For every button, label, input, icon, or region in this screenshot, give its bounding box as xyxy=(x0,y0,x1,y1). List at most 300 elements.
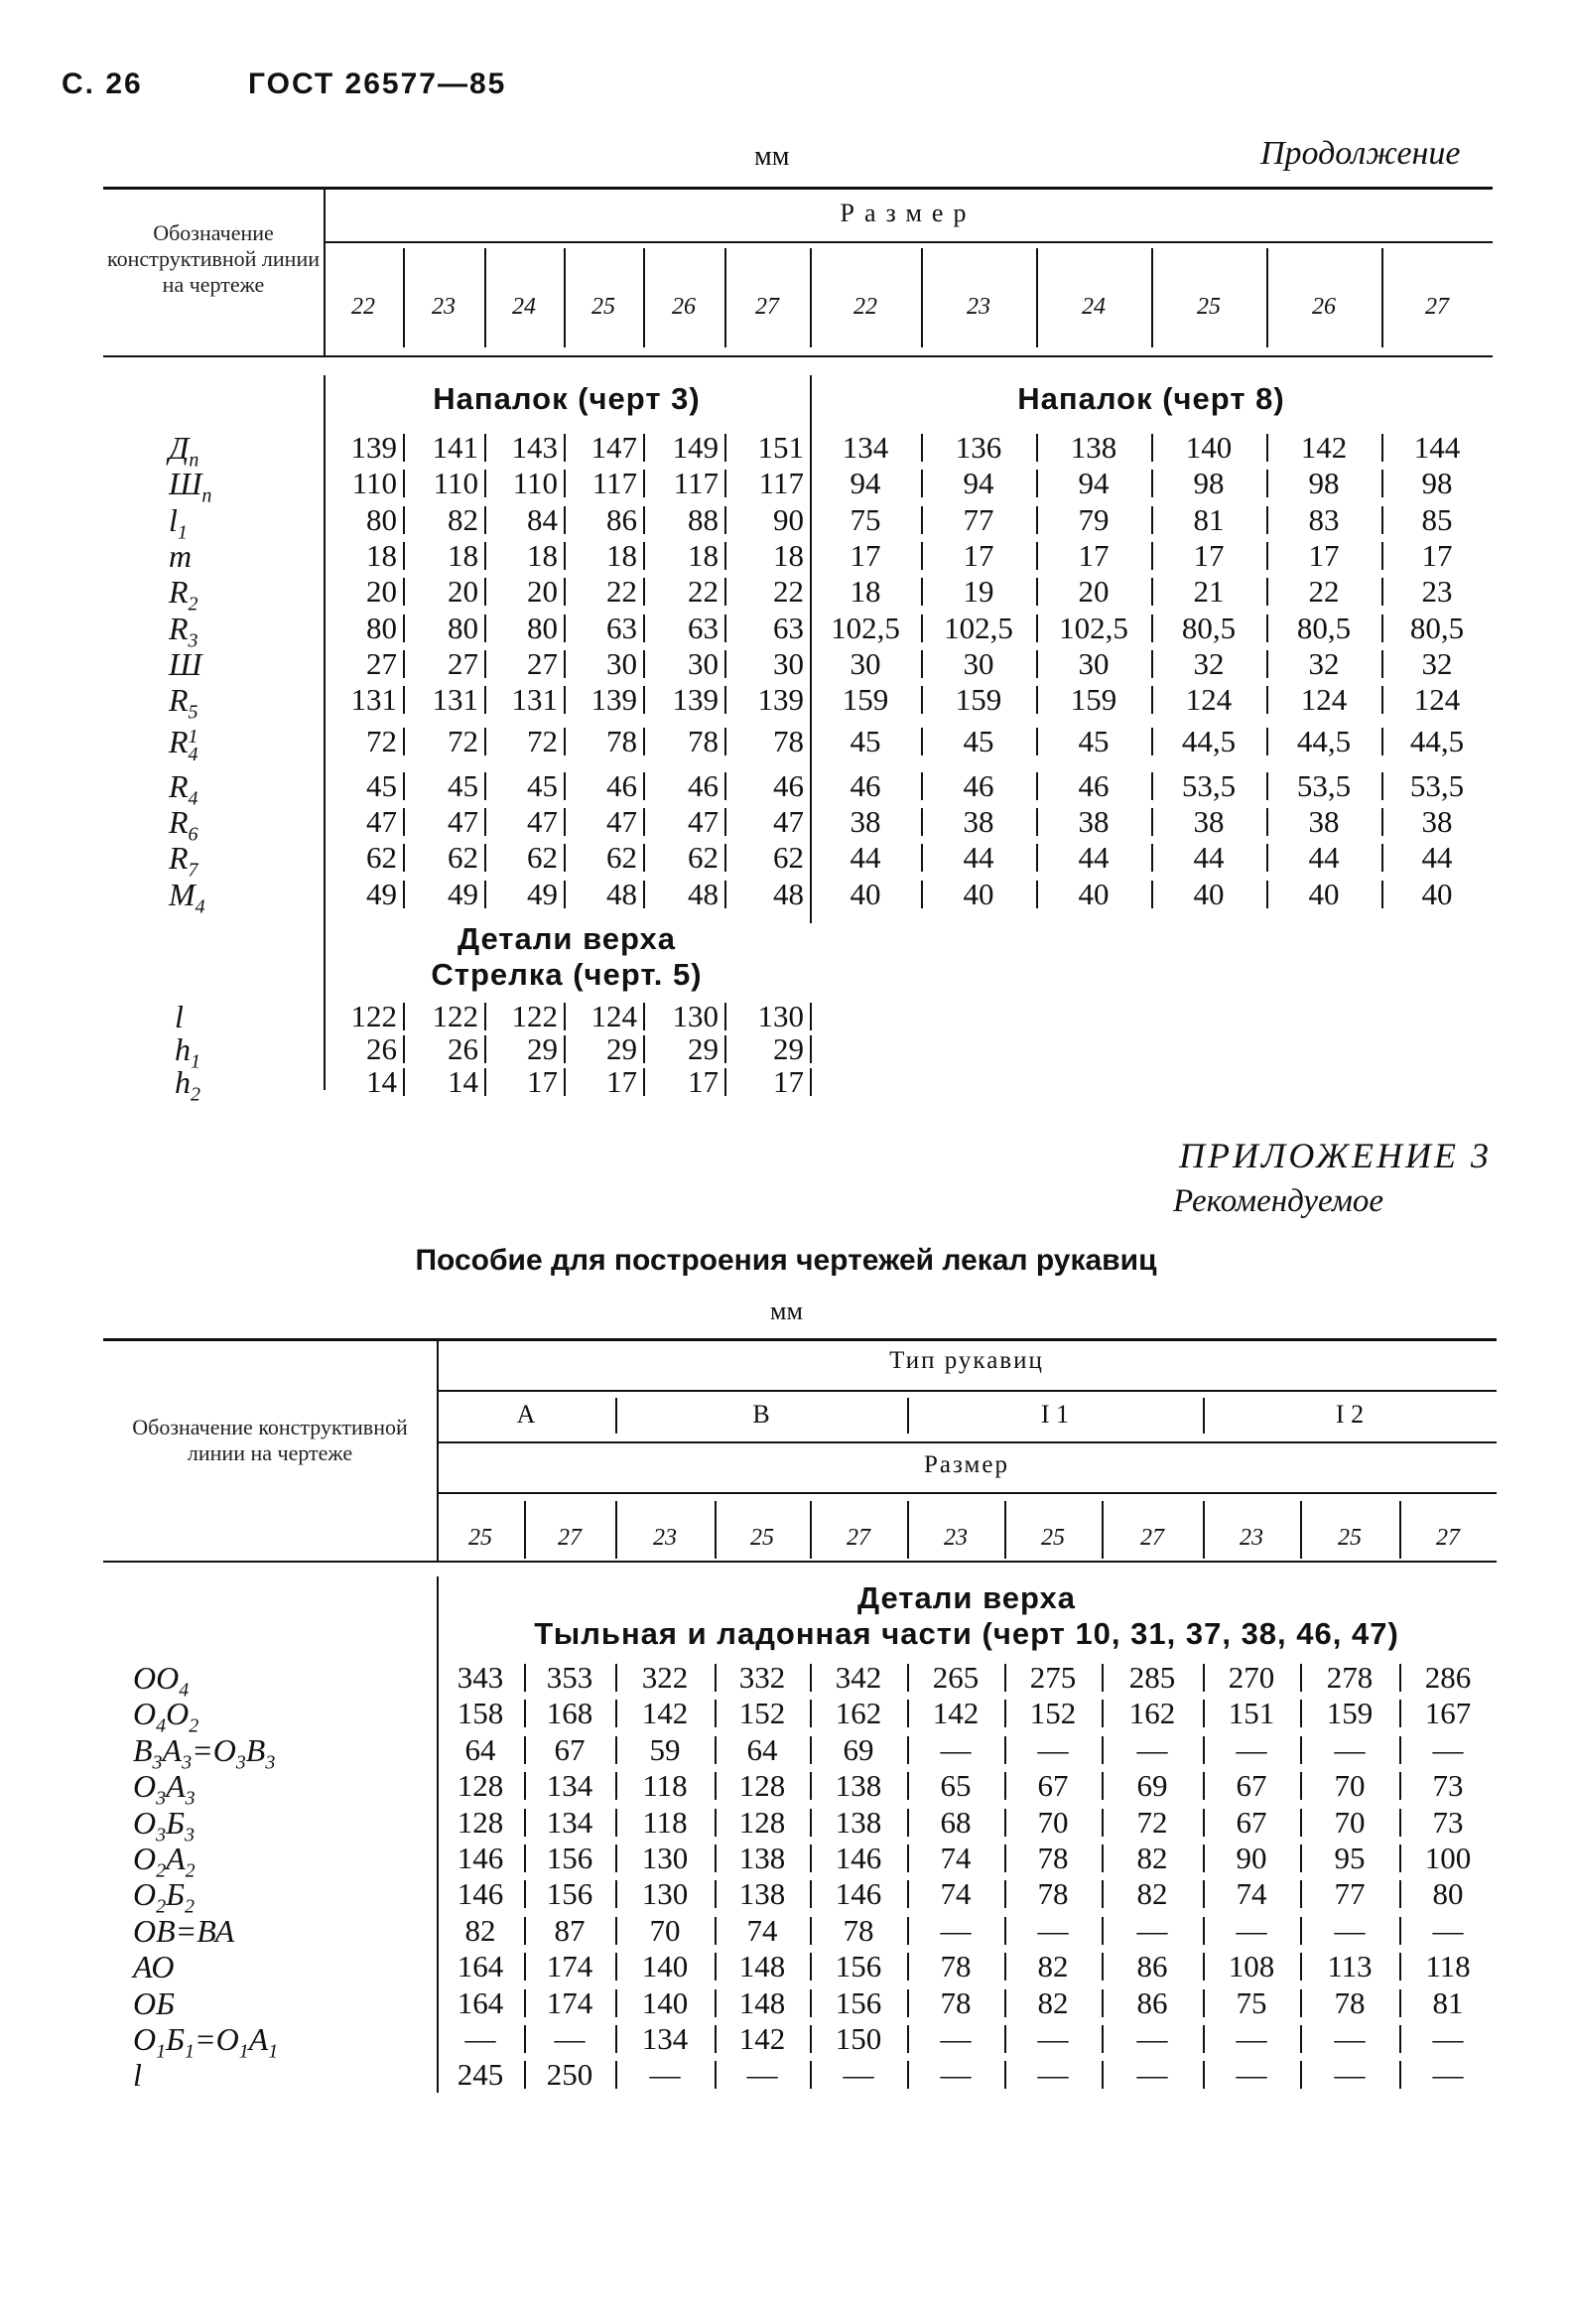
table2-cell: 134 xyxy=(546,1768,593,1804)
table1-cell: 18 xyxy=(366,537,397,573)
table2-size-header: Размер xyxy=(924,1451,1009,1478)
table1-cell: 63 xyxy=(688,610,719,645)
table1-cell: 46 xyxy=(1078,767,1110,803)
table2-cell: 158 xyxy=(457,1696,504,1731)
table2-cell: 146 xyxy=(835,1876,882,1912)
table2-cell: — xyxy=(940,2057,972,2093)
table2-row-label: l xyxy=(133,2057,142,2094)
table1-cell: 124 xyxy=(1413,682,1461,718)
table1-cell: 17 xyxy=(850,537,881,573)
table2-cell: — xyxy=(554,2021,586,2056)
table2-cell: 322 xyxy=(641,1660,689,1695)
table1-cell: 98 xyxy=(1421,466,1453,501)
table2-cell: 270 xyxy=(1228,1660,1275,1695)
table1-cell: 83 xyxy=(1308,501,1340,537)
table2-cell: 74 xyxy=(1236,1876,1267,1912)
table2-cell: 70 xyxy=(1037,1804,1069,1840)
table2-cell: 64 xyxy=(464,1731,496,1767)
table1-cell: 80 xyxy=(366,501,397,537)
table1-cell: 44,5 xyxy=(1296,724,1352,759)
table1-col-header: Обозначение конструктивной линии на чертеже xyxy=(107,220,320,297)
table1-cell: 32 xyxy=(1421,645,1453,681)
table2-cell: 87 xyxy=(554,1912,586,1948)
table1-cell: 19 xyxy=(963,574,994,610)
table1-cell: 17 xyxy=(688,1064,719,1099)
table2-cell: 168 xyxy=(546,1696,593,1731)
table2-size-label: 23 xyxy=(653,1525,677,1551)
table2-type-label: А xyxy=(516,1400,536,1429)
table2-size-label: 23 xyxy=(1240,1525,1263,1551)
table1-cell: 90 xyxy=(773,501,804,537)
table2-cell: 59 xyxy=(649,1731,681,1767)
table2-cell: 128 xyxy=(457,1804,504,1840)
table2-row-label: $О_3А_3$ xyxy=(133,1768,196,1810)
table2-cell: 138 xyxy=(738,1841,786,1875)
table1-cell: 117 xyxy=(591,466,637,501)
table2-size-header-rule xyxy=(437,1441,1497,1443)
table1-cell: 98 xyxy=(1193,466,1225,501)
table2-cell: — xyxy=(1236,2057,1267,2093)
table2-type-label: В xyxy=(752,1400,770,1429)
table2-cell: — xyxy=(1236,1912,1267,1948)
table2-cell: 148 xyxy=(738,1984,786,2020)
table2-cell: 74 xyxy=(746,1912,778,1948)
table2-cell: 73 xyxy=(1432,1768,1464,1804)
table2-cell: 138 xyxy=(835,1804,882,1840)
table1-cell: 40 xyxy=(1078,876,1110,911)
table1-cell: 45 xyxy=(527,767,558,803)
table1-cell: 80 xyxy=(448,610,478,645)
table1-cell: 40 xyxy=(850,876,881,911)
table1-cell: 48 xyxy=(773,876,804,911)
table2-cell: 118 xyxy=(642,1804,688,1840)
table1-cell: 138 xyxy=(1070,430,1117,465)
table1-cell: 38 xyxy=(850,804,881,839)
table2-cell: 142 xyxy=(932,1696,980,1731)
table1-cell: 124 xyxy=(590,999,637,1033)
table2-size-label: 25 xyxy=(750,1525,774,1551)
table2-cell: 285 xyxy=(1128,1660,1176,1695)
table2-cell: 332 xyxy=(738,1660,786,1695)
table1-cell: 62 xyxy=(527,840,558,876)
table1-cell: 151 xyxy=(757,430,804,465)
table1-cell: 80,5 xyxy=(1409,610,1465,645)
table1-cell: 44 xyxy=(850,840,881,876)
table1-cell: 38 xyxy=(1193,804,1225,839)
table1-cell: 53,5 xyxy=(1409,767,1465,803)
table2-cell: — xyxy=(1334,2021,1366,2056)
table2-cell: 134 xyxy=(641,2021,689,2056)
table2-cell: 142 xyxy=(641,1696,689,1731)
table2-cell: 146 xyxy=(457,1841,504,1875)
table2-cell: 78 xyxy=(940,1984,972,2020)
table1-cell: 44 xyxy=(1193,840,1225,876)
table2-row-label: $О_3Б_3$ xyxy=(133,1804,195,1846)
table2-cell: 140 xyxy=(641,1949,689,1984)
table2-type-rule xyxy=(437,1390,1497,1392)
table2-cell: 67 xyxy=(1236,1768,1267,1804)
table1-cell: 40 xyxy=(1308,876,1340,911)
page-number: С. 26 xyxy=(62,68,143,100)
table1-cell-divider xyxy=(810,1035,812,1063)
table1-cell: 94 xyxy=(1078,466,1110,501)
table2-cell: 75 xyxy=(1236,1984,1267,2020)
table2-cell: 69 xyxy=(843,1731,874,1767)
table1-cell: 46 xyxy=(773,767,804,803)
table2-cell: 245 xyxy=(457,2057,504,2093)
table1-cell: 78 xyxy=(606,724,637,759)
table1-cell: 142 xyxy=(1300,430,1348,465)
table1-size-rule xyxy=(324,241,1493,243)
table1-cell-divider xyxy=(810,1003,812,1030)
table1-cell: 88 xyxy=(688,501,719,537)
table2-cell: — xyxy=(1334,1731,1366,1767)
table2-unit: мм xyxy=(770,1297,803,1325)
table1-cell: 17 xyxy=(527,1064,558,1099)
table1-cell: 17 xyxy=(1308,537,1340,573)
table2-header-rule xyxy=(103,1561,1497,1563)
table1-top-rule xyxy=(103,187,1493,190)
table1-cell: 134 xyxy=(842,430,889,465)
table1-cell: 79 xyxy=(1078,501,1110,537)
table1-cell: 30 xyxy=(850,645,881,681)
table1-row-label: m xyxy=(169,537,193,574)
table1-size-label: 25 xyxy=(591,294,615,320)
table1-row-label: $R_2$ xyxy=(169,574,198,615)
table1-cell: 38 xyxy=(1308,804,1340,839)
table1-cell: 102,5 xyxy=(1059,610,1128,645)
table2-cell: 148 xyxy=(738,1949,786,1984)
table2-cell: — xyxy=(1432,1731,1464,1767)
table1-row-label: $M_4$ xyxy=(169,876,205,917)
table1-cell-divider xyxy=(810,1068,812,1096)
table1-cell: 29 xyxy=(527,1031,558,1066)
table1-cell: 48 xyxy=(606,876,637,911)
table1-cell: 20 xyxy=(366,574,397,610)
table1-cell: 49 xyxy=(366,876,397,911)
appendix-title: ПРИЛОЖЕНИЕ 3 xyxy=(1179,1136,1492,1175)
table1-cell: 159 xyxy=(842,682,889,718)
table1-detail-row-label: l xyxy=(175,999,184,1034)
table1-cell: 102,5 xyxy=(944,610,1013,645)
table1-row-label: $R_4$ xyxy=(169,767,198,810)
table1-size-label: 26 xyxy=(1312,294,1336,320)
table1-cell: 45 xyxy=(850,724,881,759)
table2-size-label: 27 xyxy=(1436,1525,1460,1551)
table2-cell: 77 xyxy=(1334,1876,1366,1912)
table1-size-label: 23 xyxy=(432,294,456,320)
table2-size-label: 27 xyxy=(847,1525,870,1551)
table1-cell: 139 xyxy=(350,430,397,465)
table2-cell: 73 xyxy=(1432,1804,1464,1840)
table2-section-1: Детали верха xyxy=(857,1580,1076,1615)
table1-cell: 85 xyxy=(1421,501,1453,537)
table1-cell: 62 xyxy=(688,840,719,876)
table1-cell: 26 xyxy=(448,1031,478,1066)
table1-section-c1: Детали верха xyxy=(458,921,676,956)
table1-cell: 22 xyxy=(1308,574,1340,610)
table1-cell: 20 xyxy=(448,574,478,610)
table2-cell: 70 xyxy=(1334,1768,1366,1804)
table1-cell: 130 xyxy=(672,999,719,1033)
table2-cell: 146 xyxy=(457,1876,504,1912)
table1-cell: 110 xyxy=(351,466,397,501)
table1-cell: 102,5 xyxy=(831,610,900,645)
table2-cell: 70 xyxy=(649,1912,681,1948)
table1-cell: 38 xyxy=(963,804,994,839)
table2-cell: — xyxy=(1334,1912,1366,1948)
table2-row-label: $О_2А_2$ xyxy=(133,1841,196,1882)
table2-cell: 156 xyxy=(835,1949,882,1984)
table1-cell: 53,5 xyxy=(1181,767,1237,803)
table2-cell: 78 xyxy=(1037,1876,1069,1912)
table1-cell: 53,5 xyxy=(1296,767,1352,803)
table2-cell: — xyxy=(940,1731,972,1767)
table2-cell: 162 xyxy=(1128,1696,1176,1731)
table2-cell: — xyxy=(843,2057,874,2093)
table1-cell: 44,5 xyxy=(1181,724,1237,759)
table1-cell: 29 xyxy=(606,1031,637,1066)
table1-cell: 94 xyxy=(850,466,881,501)
table2-cell: 82 xyxy=(1037,1949,1069,1984)
table2-cell: 78 xyxy=(1037,1841,1069,1875)
table1-cell: 30 xyxy=(963,645,994,681)
table2-size-rule xyxy=(437,1492,1497,1494)
table2-cell: 152 xyxy=(738,1696,786,1731)
table1-cell: 48 xyxy=(688,876,719,911)
table2-row-label: АО xyxy=(133,1949,175,1985)
table1-cell: 18 xyxy=(527,537,558,573)
table2-cell: 138 xyxy=(835,1768,882,1804)
table1-unit: мм xyxy=(754,141,790,172)
table1-cell: 18 xyxy=(688,537,719,573)
table2-cell: 67 xyxy=(554,1731,586,1767)
table2-cell: 164 xyxy=(457,1984,504,2020)
table1-size-label: 22 xyxy=(351,294,375,320)
table2-cell: 130 xyxy=(641,1841,689,1875)
table2-cell: — xyxy=(1037,1731,1069,1767)
table1-cell: 159 xyxy=(955,682,1002,718)
table1-cell: 27 xyxy=(448,645,478,681)
table1-cell: 20 xyxy=(1078,574,1110,610)
table1-continuation: Продолжение xyxy=(1260,135,1461,172)
table2-row-label: $OO_4$ xyxy=(133,1660,190,1702)
table1-cell: 30 xyxy=(606,645,637,681)
table1-cell: 23 xyxy=(1421,574,1453,610)
table1-cell: 44,5 xyxy=(1409,724,1465,759)
table2-cell: 69 xyxy=(1136,1768,1168,1804)
table1-cell: 72 xyxy=(366,724,397,759)
appendix-subtitle: Рекомендуемое xyxy=(1173,1183,1384,1219)
table2-cell: 82 xyxy=(1037,1984,1069,2020)
table2-cell: 86 xyxy=(1136,1984,1168,2020)
table1-cell: 17 xyxy=(606,1064,637,1099)
table2-cell: — xyxy=(1136,2057,1168,2093)
table1-cell: 130 xyxy=(757,999,804,1033)
table2-cell: 128 xyxy=(738,1768,786,1804)
table2-cell: 78 xyxy=(1334,1984,1366,2020)
table1-cell: 44 xyxy=(963,840,994,876)
table2-type-label: I 2 xyxy=(1335,1400,1365,1429)
table2-size-label: 27 xyxy=(1140,1525,1164,1551)
table1-cell: 62 xyxy=(606,840,637,876)
table2-cell: 72 xyxy=(1136,1804,1168,1840)
table2-row-label: $О_1Б_1=О_1А_1$ xyxy=(133,2021,279,2063)
table2-cell: 159 xyxy=(1326,1696,1374,1731)
table1-cell: 17 xyxy=(1193,537,1225,573)
table1-size-label: 27 xyxy=(1425,294,1449,320)
table1-cell: 46 xyxy=(688,767,719,803)
table1-cell: 38 xyxy=(1078,804,1110,839)
table1-cell: 117 xyxy=(758,466,804,501)
table2-cell: 128 xyxy=(457,1768,504,1804)
appendix-heading: Пособие для построения чертежей лекал рукавиц xyxy=(415,1244,1157,1277)
table1-cell: 45 xyxy=(963,724,994,759)
table1-cell: 30 xyxy=(773,645,804,681)
table1-cell: 18 xyxy=(606,537,637,573)
table1-cell: 22 xyxy=(606,574,637,610)
table1-row-label: $Д_п$ xyxy=(169,430,199,472)
table2-cell: 353 xyxy=(546,1660,593,1695)
table2-cell: 142 xyxy=(738,2021,786,2056)
table1-row-label: $Ш_п$ xyxy=(169,466,212,507)
table2-size-label: 25 xyxy=(1041,1525,1065,1551)
table2-cell: 250 xyxy=(546,2057,593,2093)
table1-cell: 78 xyxy=(773,724,804,759)
table2-cell: — xyxy=(940,2021,972,2056)
table2-size-label: 25 xyxy=(468,1525,492,1551)
table2-section-2: Тыльная и ладонная части (черт 10, 31, 37, 38, 46, 47) xyxy=(534,1616,1399,1651)
table2-cell: 113 xyxy=(1327,1949,1373,1984)
table2-row-label: $В_3А_3=О_3В_3$ xyxy=(133,1731,276,1774)
gost-number: ГОСТ 26577—85 xyxy=(248,68,507,100)
table1-cell: 75 xyxy=(850,501,881,537)
table1-cell: 124 xyxy=(1185,682,1233,718)
table1-size-label: 25 xyxy=(1197,294,1221,320)
table2-cell: — xyxy=(1236,2021,1267,2056)
table2-cell: 275 xyxy=(1029,1660,1077,1695)
table1-cell: 144 xyxy=(1413,430,1461,465)
table2-cell: 146 xyxy=(835,1841,882,1875)
table1-cell: 98 xyxy=(1308,466,1340,501)
table2-cell: 134 xyxy=(546,1804,593,1840)
table2-cell: 138 xyxy=(738,1876,786,1912)
table1-header-rule xyxy=(103,355,1493,357)
table2-cell: 118 xyxy=(642,1768,688,1804)
table2-row-label: ОБ xyxy=(133,1984,175,2021)
table1-cell: 29 xyxy=(773,1031,804,1066)
table2-cell: 156 xyxy=(546,1876,593,1912)
table1-cell: 81 xyxy=(1193,501,1225,537)
table1-cell: 27 xyxy=(527,645,558,681)
table1-row-label: Ш xyxy=(169,645,202,682)
table1-cell: 143 xyxy=(511,430,558,465)
table1-row-label: $R_7$ xyxy=(169,840,198,882)
table2-cell: 128 xyxy=(738,1804,786,1840)
table1-cell: 82 xyxy=(448,501,478,537)
table2-cell: 150 xyxy=(835,2021,882,2056)
table1-cell: 122 xyxy=(511,999,558,1033)
table1-cell: 46 xyxy=(963,767,994,803)
table1-cell: 62 xyxy=(448,840,478,876)
table1-size-header: Размер xyxy=(840,199,977,227)
table2-cell: 162 xyxy=(835,1696,882,1731)
table1-cell: 22 xyxy=(688,574,719,610)
table2-cell: 130 xyxy=(641,1876,689,1912)
table2-cell: 70 xyxy=(1334,1804,1366,1840)
table1-cell: 62 xyxy=(366,840,397,876)
table1-cell: 63 xyxy=(606,610,637,645)
table2-cell: 90 xyxy=(1236,1841,1267,1875)
table1-cell: 139 xyxy=(590,682,637,718)
table1-cell: 44 xyxy=(1421,840,1453,876)
table2-size-label: 23 xyxy=(944,1525,968,1551)
table1-size-label: 26 xyxy=(672,294,696,320)
table1-cell: 47 xyxy=(527,804,558,839)
table2-cell: 156 xyxy=(546,1841,593,1875)
table2-type-label: I 1 xyxy=(1040,1400,1070,1429)
table1-cell: 131 xyxy=(511,682,558,718)
table2-cell: 82 xyxy=(464,1912,496,1948)
table1-cell: 84 xyxy=(527,501,558,537)
table1-row-label: $R_6$ xyxy=(169,804,198,846)
table2-cell: 342 xyxy=(835,1660,882,1695)
table2-size-label: 27 xyxy=(558,1525,582,1551)
table1-cell: 45 xyxy=(366,767,397,803)
table2-row-label: $О_2Б_2$ xyxy=(133,1876,195,1918)
table2-cell: — xyxy=(1037,2021,1069,2056)
table1-cell: 63 xyxy=(773,610,804,645)
table2-cell: 140 xyxy=(641,1984,689,2020)
table1-cell: 47 xyxy=(688,804,719,839)
table1-cell: 44 xyxy=(1078,840,1110,876)
table2-cell: 82 xyxy=(1136,1876,1168,1912)
table2-cell: 86 xyxy=(1136,1949,1168,1984)
table1-cell: 17 xyxy=(773,1064,804,1099)
table1-cell: 149 xyxy=(672,430,719,465)
table1-cell: 136 xyxy=(955,430,1002,465)
table1-cell: 110 xyxy=(512,466,558,501)
table2-cell: 67 xyxy=(1236,1804,1267,1840)
table1-cell: 29 xyxy=(688,1031,719,1066)
table2-cell: — xyxy=(1236,1731,1267,1767)
table2-cell: 151 xyxy=(1228,1696,1275,1731)
table1-cell: 139 xyxy=(757,682,804,718)
table1-cell: 122 xyxy=(432,999,478,1033)
table2-cell: 81 xyxy=(1432,1984,1464,2020)
table2-cell: — xyxy=(649,2057,681,2093)
table1-cell: 78 xyxy=(688,724,719,759)
table2-cell: 164 xyxy=(457,1949,504,1984)
table1-cell: 140 xyxy=(1185,430,1233,465)
table1-cell: 40 xyxy=(1193,876,1225,911)
table1-cell: 22 xyxy=(773,574,804,610)
table1-cell: 47 xyxy=(606,804,637,839)
table2-row-label: ОВ=ВА xyxy=(133,1912,235,1949)
table1-cell: 17 xyxy=(963,537,994,573)
table1-cell: 80,5 xyxy=(1181,610,1237,645)
table1-cell: 47 xyxy=(773,804,804,839)
table2-cell: 278 xyxy=(1326,1660,1374,1695)
table2-cell: — xyxy=(464,2021,496,2056)
table2-cell: 167 xyxy=(1424,1696,1472,1731)
table1-cell: 30 xyxy=(1078,645,1110,681)
table2-cell: — xyxy=(1136,2021,1168,2056)
table2-cell: 74 xyxy=(940,1876,972,1912)
table2-cell: 64 xyxy=(746,1731,778,1767)
table1-section-b: Напалок (черт 8) xyxy=(1017,381,1285,416)
table1-section-a: Напалок (черт 3) xyxy=(433,381,701,416)
